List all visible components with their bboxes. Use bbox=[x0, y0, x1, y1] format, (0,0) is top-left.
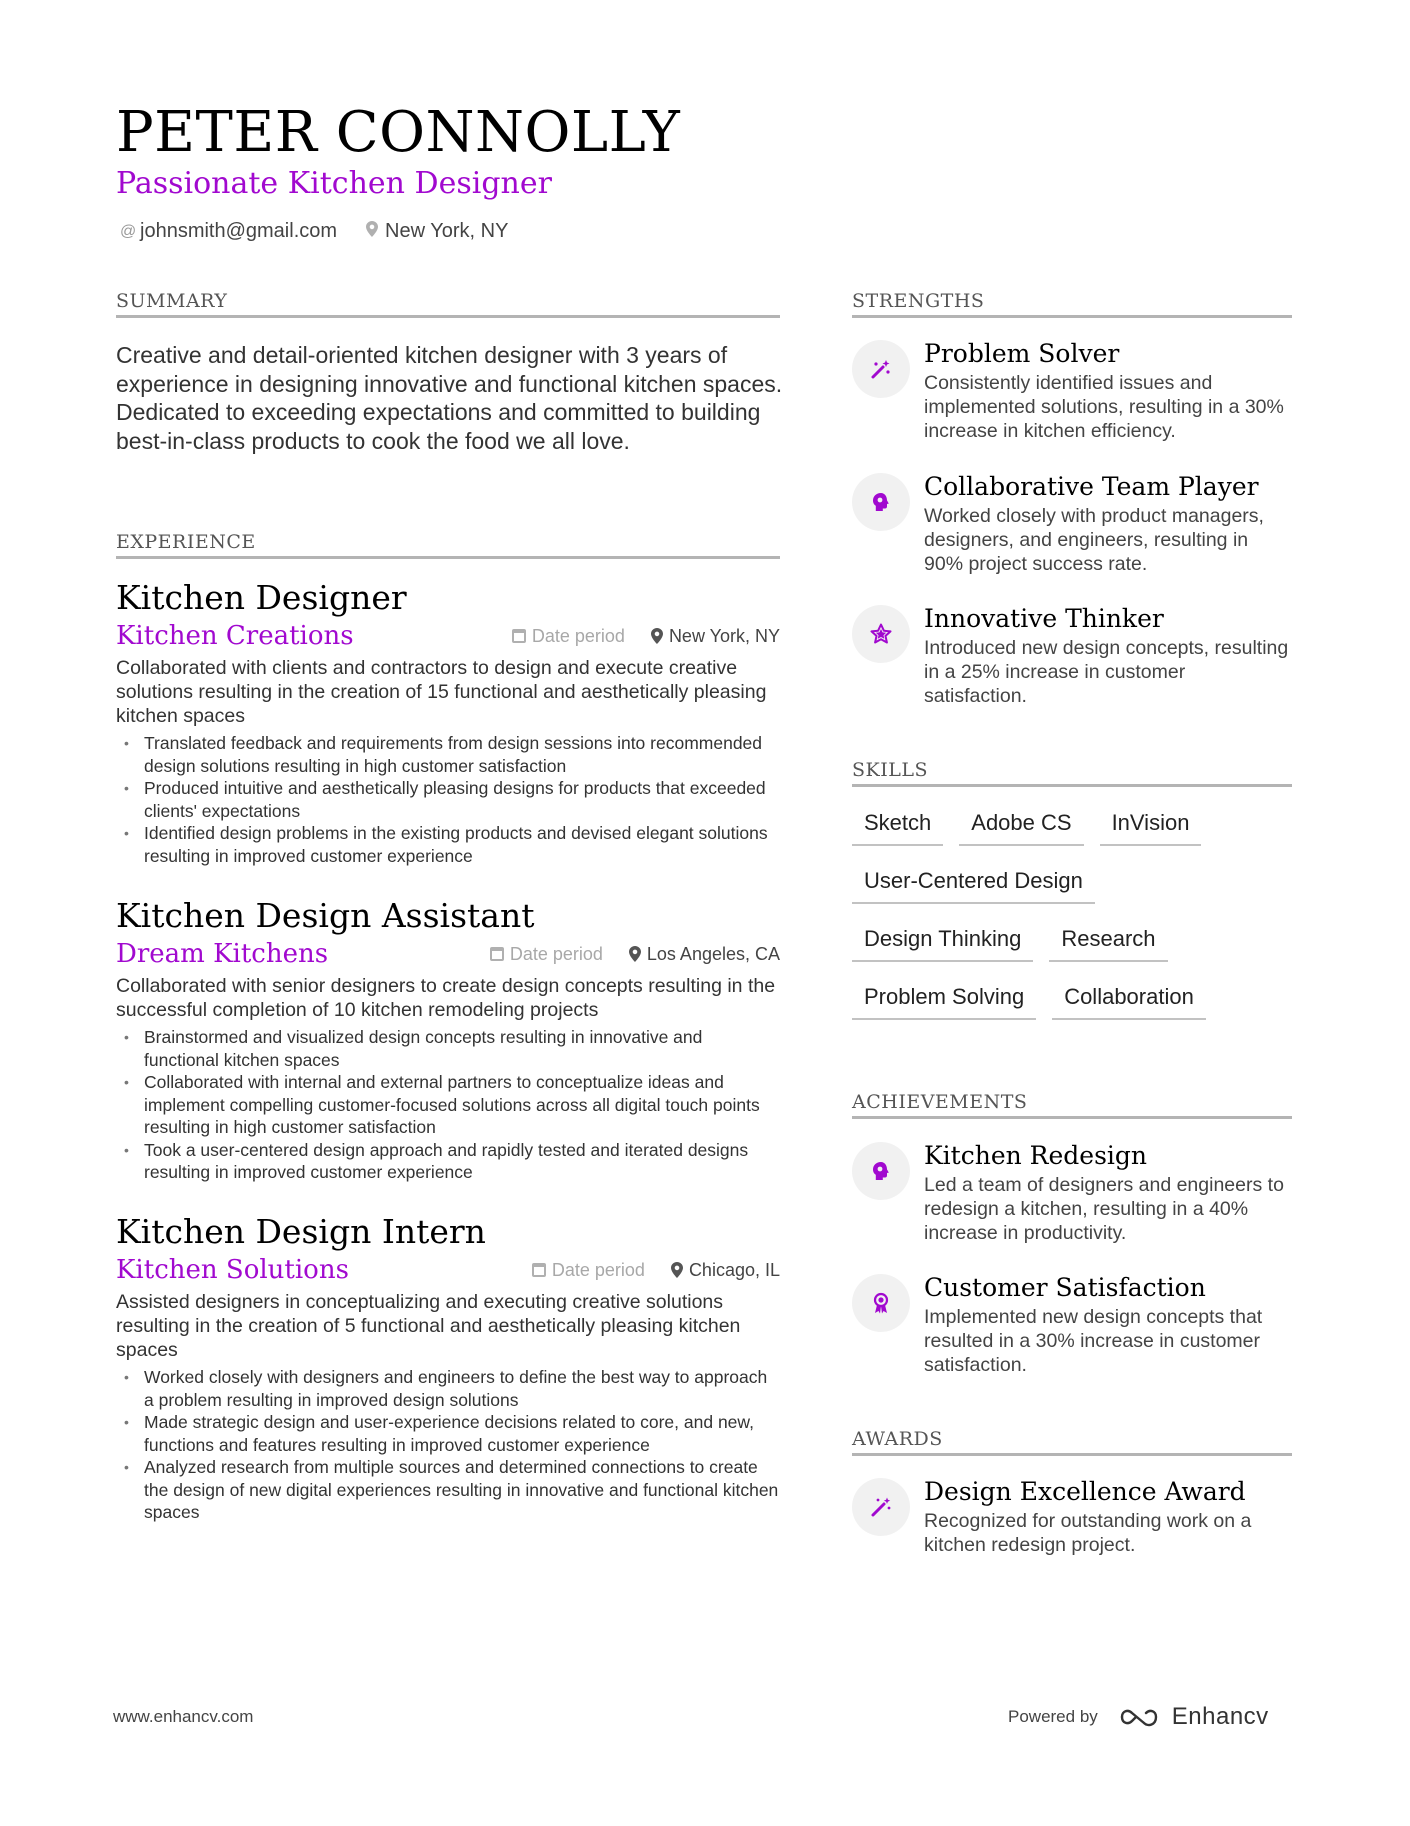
at-sign-icon: @ bbox=[120, 222, 137, 240]
skill-tag: Research bbox=[1049, 918, 1167, 962]
bullet-item: • Translated feedback and requirements from design sessions into recommended design solutions resulting in high customer satisfaction bbox=[116, 732, 780, 777]
location-text: New York, NY bbox=[385, 220, 509, 242]
skill-tag: Collaboration bbox=[1052, 976, 1206, 1020]
candidate-name: PETER CONNOLLY bbox=[116, 100, 681, 165]
calendar-icon bbox=[490, 947, 504, 961]
job-location bbox=[629, 944, 780, 965]
strength-item bbox=[852, 603, 1292, 708]
calendar-icon bbox=[512, 629, 526, 643]
award-title: Design Excellence Award bbox=[924, 1477, 1246, 1506]
star-icon bbox=[852, 605, 910, 663]
award-item bbox=[852, 1476, 1292, 1557]
job-title: Kitchen Design Assistant bbox=[116, 896, 535, 935]
experience-item bbox=[116, 578, 780, 867]
job-title: Kitchen Designer bbox=[116, 578, 407, 617]
company-name: Kitchen Creations bbox=[116, 621, 354, 651]
achievement-item bbox=[852, 1140, 1292, 1245]
achievement-title: Customer Satisfaction bbox=[924, 1273, 1206, 1302]
magic-wand-icon bbox=[852, 340, 910, 398]
strength-title: Innovative Thinker bbox=[924, 604, 1164, 633]
job-description: Collaborated with senior designers to create design concepts resulting in the successful completion of 10 kitchen remodeling projects bbox=[116, 975, 776, 1021]
footer-powered bbox=[1008, 1703, 1269, 1731]
strength-text: Consistently identified issues and implemented solutions, resulting in a 30% increase in kitchen efficiency. bbox=[924, 372, 1284, 442]
location-pin-icon bbox=[651, 628, 663, 644]
bullet-item: • Collaborated with internal and external partners to conceptualize ideas and implement compelling customer-focused solutions across all digital touch points resulting in high customer satisfaction bbox=[116, 1071, 780, 1139]
contact-email[interactable] bbox=[120, 220, 337, 243]
bullet-item: • Brainstormed and visualized design concepts resulting in innovative and functional kitchen spaces bbox=[116, 1026, 780, 1071]
job-date-text: Date period bbox=[551, 1259, 645, 1280]
skill-tag: Problem Solving bbox=[852, 976, 1036, 1020]
skill-tag: Adobe CS bbox=[959, 802, 1083, 846]
summary-heading: SUMMARY bbox=[116, 290, 780, 318]
magic-wand-icon bbox=[852, 1478, 910, 1536]
achievements-heading: ACHIEVEMENTS bbox=[852, 1091, 1292, 1119]
location-pin-icon bbox=[629, 946, 641, 962]
achievement-item bbox=[852, 1272, 1292, 1377]
location-pin-icon bbox=[365, 221, 379, 242]
job-location-text: New York, NY bbox=[668, 625, 780, 646]
job-location-text: Chicago, IL bbox=[688, 1259, 780, 1280]
job-location bbox=[671, 1260, 780, 1281]
strength-title: Collaborative Team Player bbox=[924, 472, 1259, 501]
strength-item bbox=[852, 338, 1292, 443]
achievement-title: Kitchen Redesign bbox=[924, 1141, 1148, 1170]
award-ribbon-icon bbox=[852, 1274, 910, 1332]
strength-title: Problem Solver bbox=[924, 339, 1120, 368]
job-date bbox=[490, 944, 603, 965]
job-bullets bbox=[116, 1026, 780, 1184]
strength-text: Worked closely with product managers, designers, and engineers, resulting in 90% project success rate. bbox=[924, 505, 1264, 575]
bullet-item: • Identified design problems in the existing products and devised elegant solutions resulting in improved customer experience bbox=[116, 822, 780, 867]
strength-item bbox=[852, 471, 1292, 576]
summary-text: Creative and detail-oriented kitchen designer with 3 years of experience in designing innovative and functional kitchen spaces. Dedicated to exceeding expectations and committed to building best-in-class products to cook the food we all love. bbox=[116, 342, 783, 454]
experience-item bbox=[116, 896, 780, 1184]
job-bullets bbox=[116, 1366, 780, 1524]
powered-by-text: Powered by bbox=[1008, 1707, 1098, 1726]
candidate-tagline: Passionate Kitchen Designer bbox=[116, 166, 552, 201]
brand-name: Enhancv bbox=[1171, 1703, 1269, 1730]
job-description: Assisted designers in conceptualizing and executing creative solutions resulting in the creation of 5 functional and aesthetically pleasing kitchen spaces bbox=[116, 1291, 741, 1361]
award-text: Recognized for outstanding work on a kitchen redesign project. bbox=[924, 1510, 1252, 1556]
job-date-text: Date period bbox=[509, 943, 603, 964]
strength-text: Introduced new design concepts, resulting in a 25% increase in customer satisfaction. bbox=[924, 637, 1289, 707]
location-pin-icon bbox=[671, 1262, 683, 1278]
strengths-heading: STRENGTHS bbox=[852, 290, 1292, 318]
footer-url[interactable]: www.enhancv.com bbox=[113, 1707, 254, 1726]
skill-tag: User-Centered Design bbox=[852, 860, 1095, 904]
achievement-text: Led a team of designers and engineers to redesign a kitchen, resulting in a 40% increase in productivity. bbox=[924, 1174, 1284, 1244]
bullet-item: • Made strategic design and user-experience decisions related to core, and new, functions and features resulting in improved customer experience bbox=[116, 1411, 780, 1456]
job-date bbox=[532, 1260, 645, 1281]
company-name: Kitchen Solutions bbox=[116, 1255, 349, 1285]
company-name: Dream Kitchens bbox=[116, 939, 329, 969]
job-location-text: Los Angeles, CA bbox=[646, 943, 780, 964]
bullet-item: • Produced intuitive and aesthetically pleasing designs for products that exceeded clients' expectations bbox=[116, 777, 780, 822]
job-title: Kitchen Design Intern bbox=[116, 1212, 486, 1251]
achievement-text: Implemented new design concepts that resulted in a 30% increase in customer satisfaction. bbox=[924, 1306, 1263, 1376]
bullet-item: • Worked closely with designers and engineers to define the best way to approach a problem resulting in improved design solutions bbox=[116, 1366, 780, 1411]
brain-head-icon bbox=[852, 1142, 910, 1200]
job-description: Collaborated with clients and contractors to design and execute creative solutions resulting in the creation of 15 functional and aesthetically pleasing kitchen spaces bbox=[116, 657, 767, 727]
contact-info bbox=[120, 220, 508, 243]
email-text: johnsmith@gmail.com bbox=[140, 220, 338, 242]
job-bullets bbox=[116, 732, 780, 867]
bullet-item: • Took a user-centered design approach and rapidly tested and iterated designs resulting in improved customer experience bbox=[116, 1139, 780, 1184]
enhancv-logo-icon bbox=[1118, 1705, 1164, 1729]
bullet-item: • Analyzed research from multiple sources and determined connections to create the design of new digital experiences resulting in innovative and functional kitchen spaces bbox=[116, 1456, 780, 1524]
job-date bbox=[512, 626, 625, 647]
job-date-text: Date period bbox=[531, 625, 625, 646]
contact-location bbox=[365, 220, 508, 243]
calendar-icon bbox=[532, 1263, 546, 1277]
job-location bbox=[651, 626, 780, 647]
experience-item bbox=[116, 1212, 780, 1524]
skill-tag: InVision bbox=[1100, 802, 1202, 846]
experience-heading: EXPERIENCE bbox=[116, 531, 780, 559]
awards-heading: AWARDS bbox=[852, 1428, 1292, 1456]
skill-tag: Sketch bbox=[852, 802, 943, 846]
skills-heading: SKILLS bbox=[852, 759, 1292, 787]
skills-list bbox=[852, 802, 1292, 1034]
brand-logo[interactable] bbox=[1118, 1703, 1269, 1731]
skill-tag: Design Thinking bbox=[852, 918, 1033, 962]
brain-head-icon bbox=[852, 473, 910, 531]
